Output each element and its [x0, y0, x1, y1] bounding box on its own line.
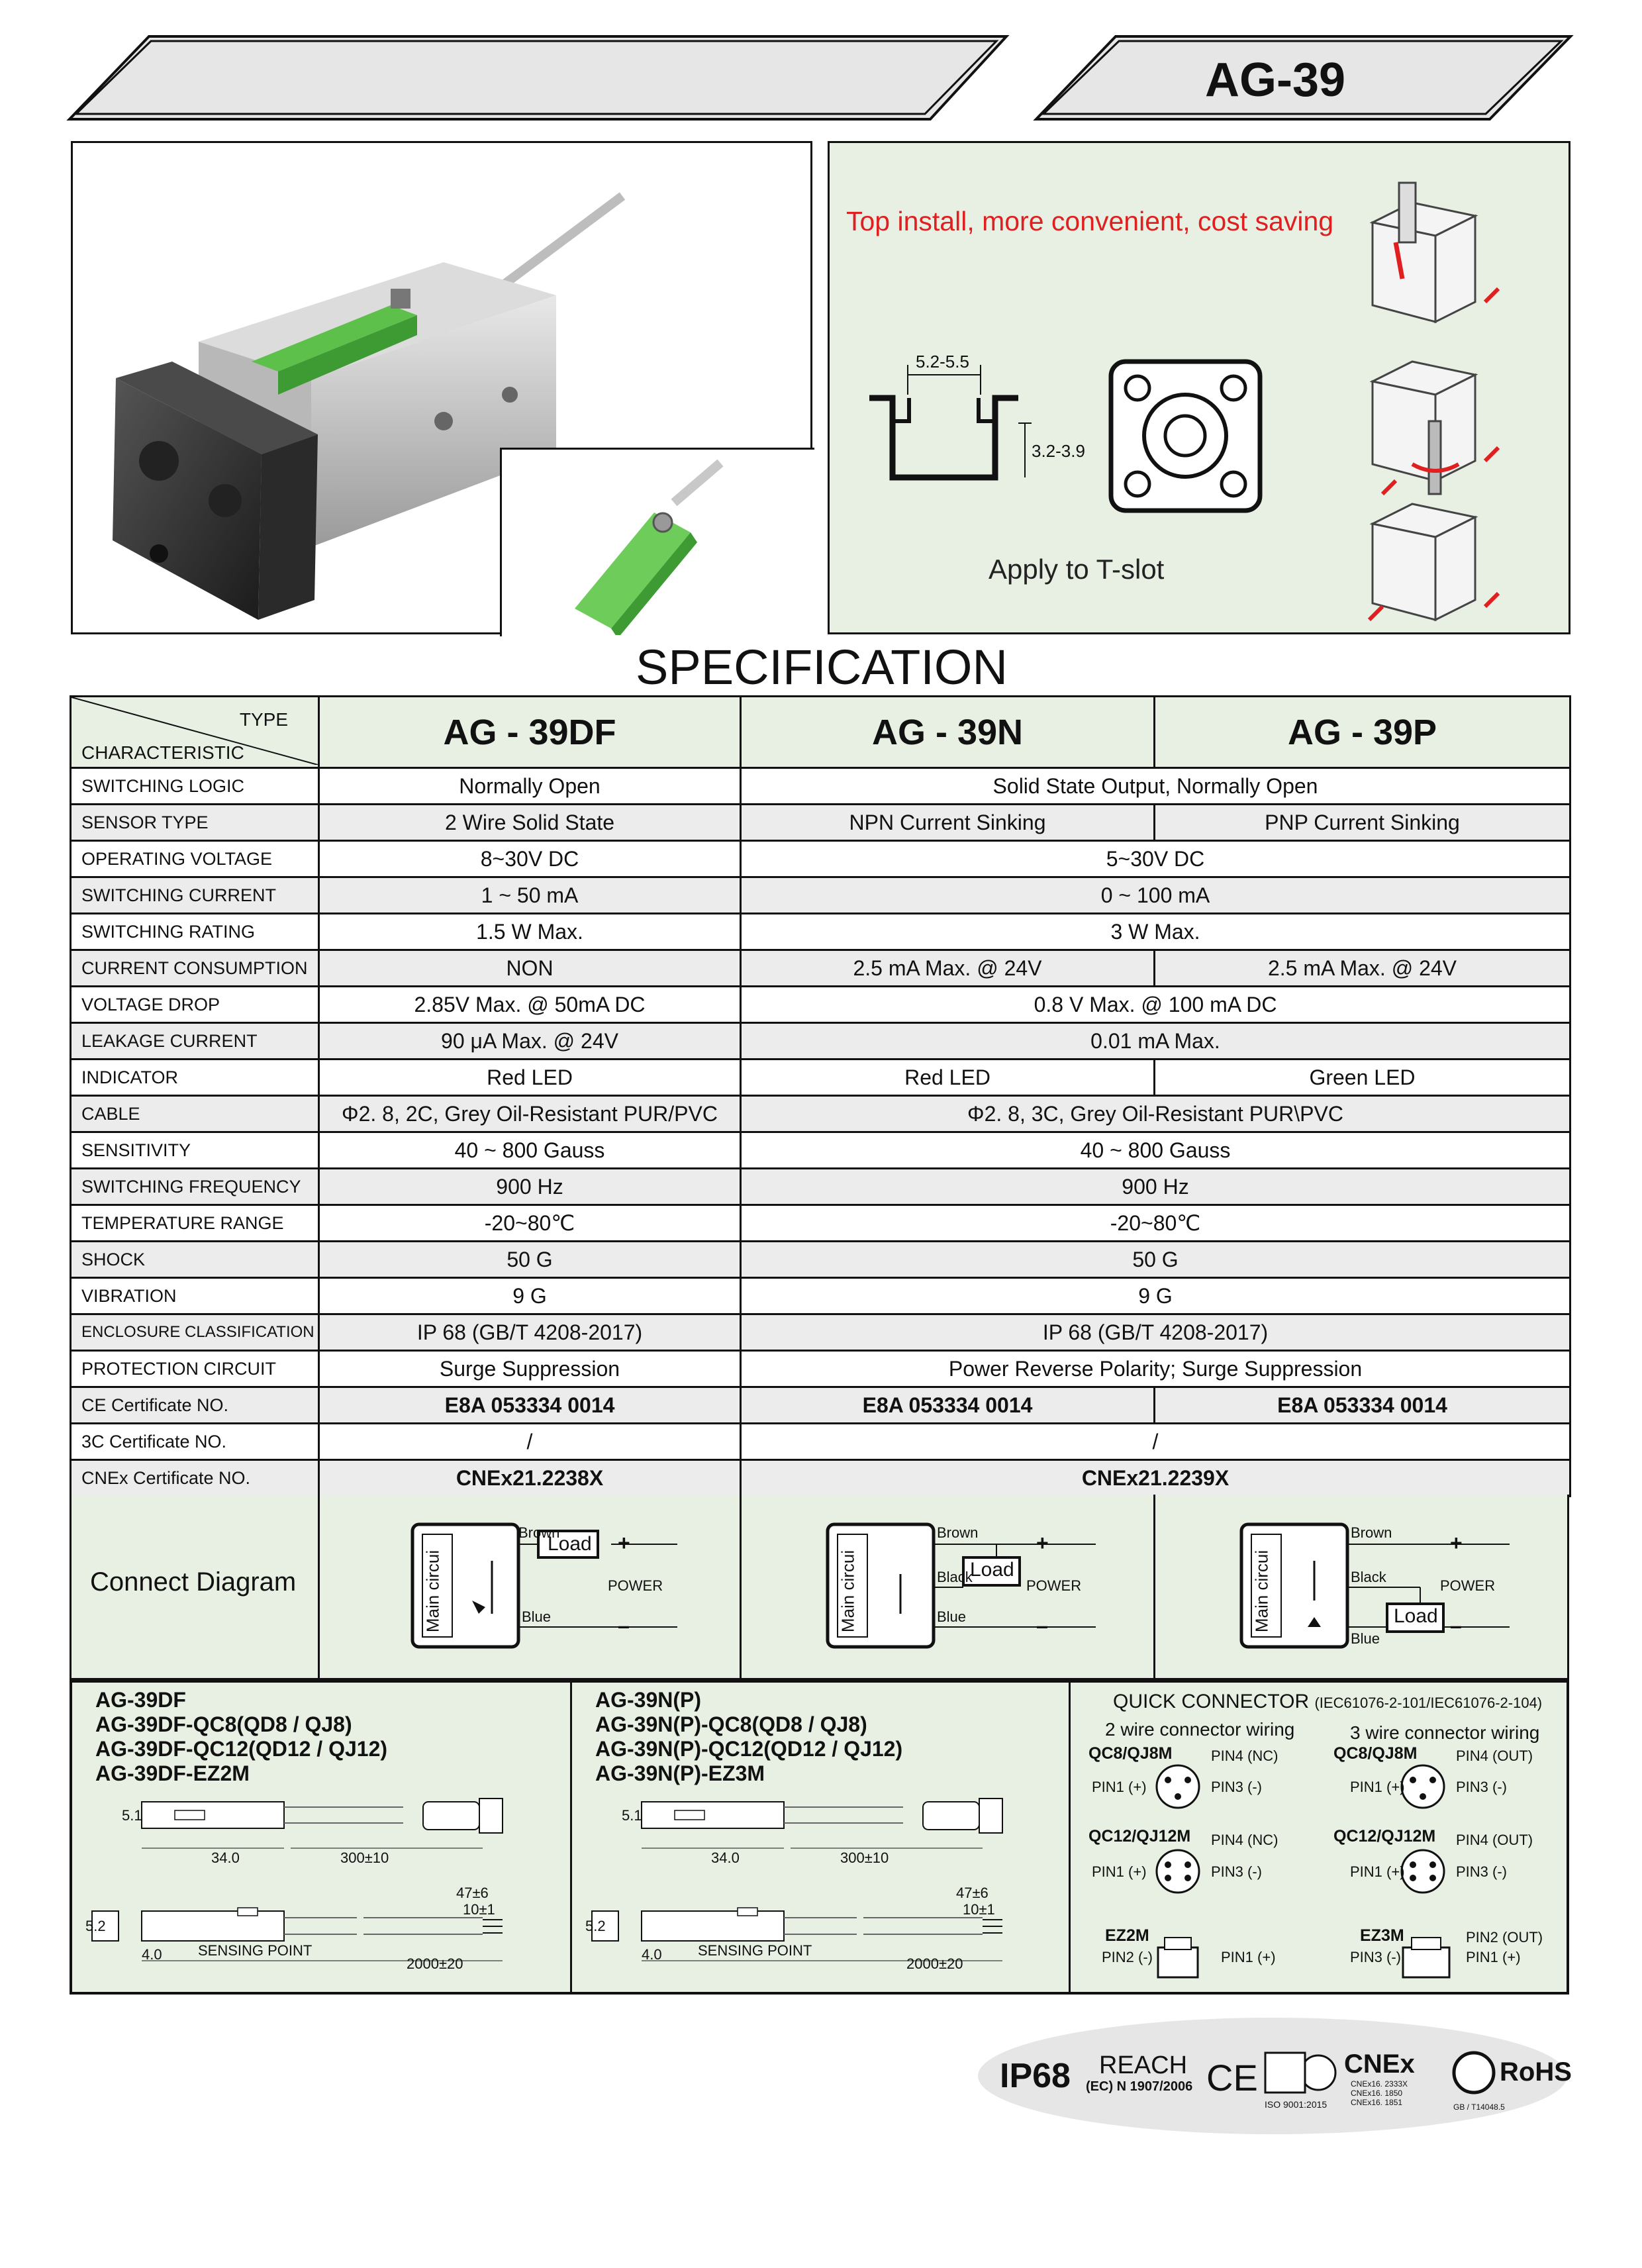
row-label: CE Certificate NO. — [71, 1387, 319, 1424]
cell-df: 8~30V DC — [319, 841, 741, 877]
cell-df: 1.5 W Max. — [319, 914, 741, 950]
connect-diagram-row — [70, 1495, 1569, 1680]
pin1-label: PIN1 (+) — [1350, 1779, 1405, 1795]
cnex-certs — [1351, 2079, 1408, 2107]
model-line: AG-39DF-EZ2M — [95, 1761, 250, 1785]
rohs-logo: RoHS — [1500, 2057, 1572, 2087]
cell-np: IP 68 (GB/T 4208-2017) — [741, 1314, 1570, 1351]
cell-df: Surge Suppression — [319, 1351, 741, 1387]
cell-p: 2.5 mA Max. @ 24V — [1155, 950, 1570, 987]
characteristic-label: CHARACTERISTIC — [81, 742, 244, 763]
cell-df: 50 G — [319, 1242, 741, 1278]
dim-length-body: 34.0 — [211, 1849, 240, 1866]
row-label: INDICATOR — [71, 1060, 319, 1096]
main-circuit-box — [413, 1542, 453, 1641]
cell-df: Normally Open — [319, 768, 741, 805]
row-label: SWITCHING CURRENT — [71, 877, 319, 914]
sensing-point-label: SENSING POINT — [198, 1942, 313, 1959]
cell-np: 0.01 mA Max. — [741, 1023, 1570, 1060]
dim-height: 5.1 — [622, 1807, 642, 1824]
quick-connector-label: QUICK CONNECTOR — [1113, 1691, 1310, 1712]
power-label: POWER — [608, 1577, 663, 1594]
qc8-label-2w: QC8/QJ8M — [1088, 1744, 1173, 1763]
main-circuit-box — [1242, 1542, 1282, 1641]
cell-np: 0.8 V Max. @ 100 mA DC — [741, 987, 1570, 1023]
blue-wire-label: Blue — [937, 1608, 967, 1625]
pin4-nc-label: PIN4 (NC) — [1211, 1832, 1279, 1848]
product-photo-panel — [71, 141, 812, 634]
model-line: AG-39DF-QC12(QD12 / QJ12) — [95, 1737, 388, 1761]
tslot-panel — [828, 141, 1570, 634]
qc12-label-3w: QC12/QJ12M — [1333, 1827, 1436, 1846]
cell-df: CNEx21.2238X — [319, 1460, 741, 1497]
cell-np: 9 G — [741, 1278, 1570, 1314]
spec-table — [70, 695, 1571, 1497]
cnex-cert-line: CNEx16. 2333X — [1351, 2079, 1408, 2089]
dim-length-cable: 300±10 — [840, 1849, 889, 1866]
model-header-n: AG - 39N — [741, 697, 1155, 768]
main-circuit-label: Main circui — [422, 1550, 443, 1633]
cell-df: E8A 053334 0014 — [319, 1387, 741, 1424]
minus-terminal: – — [1450, 1614, 1462, 1638]
pin1-label: PIN1 (+) — [1221, 1949, 1276, 1965]
pin1-label: PIN1 (+) — [1350, 1863, 1405, 1880]
cell-n: Red LED — [741, 1060, 1155, 1096]
row-label: CNEx Certificate NO. — [71, 1460, 319, 1497]
pin4-out-label: PIN4 (OUT) — [1456, 1832, 1533, 1848]
row-label: ENCLOSURE CLASSIFICATION — [71, 1314, 319, 1351]
cell-np: 40 ~ 800 Gauss — [741, 1132, 1570, 1169]
cnex-cert-line: CNEx16. 1851 — [1351, 2098, 1403, 2107]
iso-label: ISO 9001:2015 — [1265, 2099, 1328, 2110]
row-label: SENSOR TYPE — [71, 805, 319, 841]
dim-sensing-offset: 4.0 — [642, 1946, 662, 1963]
row-label: SWITCHING FREQUENCY — [71, 1169, 319, 1205]
cell-df: Red LED — [319, 1060, 741, 1096]
ccc-standard: GB / T14048.5 — [1453, 2102, 1505, 2112]
dim-strip: 47±6 — [956, 1885, 989, 1901]
cnex-logo: CNEx — [1344, 2049, 1415, 2079]
pin4-nc-label: PIN4 (NC) — [1211, 1748, 1279, 1764]
sensing-point-label: SENSING POINT — [698, 1942, 812, 1959]
cell-np: Φ2. 8, 3C, Grey Oil-Resistant PUR\PVC — [741, 1096, 1570, 1132]
tagline: Top install, more convenient, cost saving — [846, 206, 1334, 236]
three-wire-label: 3 wire connector wiring — [1350, 1722, 1540, 1743]
cell-df: NON — [319, 950, 741, 987]
brown-wire-label: Brown — [518, 1524, 560, 1541]
dim-length-cable: 300±10 — [340, 1849, 389, 1866]
plus-terminal: + — [1036, 1531, 1049, 1555]
ce-mark: CE — [1206, 2057, 1258, 2098]
row-label: 3C Certificate NO. — [71, 1424, 319, 1460]
model-line: AG-39DF-QC8(QD8 / QJ8) — [95, 1712, 352, 1736]
connect-diagram-n — [742, 1495, 1155, 1678]
connect-diagram-p — [1155, 1495, 1571, 1678]
cell-df: 2 Wire Solid State — [319, 805, 741, 841]
connect-label-cell — [72, 1495, 320, 1678]
pin3-label: PIN3 (-) — [1211, 1779, 1262, 1795]
row-label: VIBRATION — [71, 1278, 319, 1314]
cell-df: 2.85V Max. @ 50mA DC — [319, 987, 741, 1023]
cell-np: Solid State Output, Normally Open — [741, 768, 1570, 805]
cell-np: 3 W Max. — [741, 914, 1570, 950]
sensor-closeup — [502, 450, 813, 635]
model-line: AG-39N(P) — [595, 1688, 702, 1712]
model-line: AG-39N(P)-QC12(QD12 / QJ12) — [595, 1737, 903, 1761]
cell-n: E8A 053334 0014 — [741, 1387, 1155, 1424]
cell-np: 900 Hz — [741, 1169, 1570, 1205]
row-label: LEAKAGE CURRENT — [71, 1023, 319, 1060]
minus-terminal: – — [618, 1614, 630, 1638]
header-banner — [0, 0, 1642, 132]
quick-connector-standard: (IEC61076-2-101/IEC61076-2-104) — [1314, 1695, 1543, 1711]
reach-logo: REACH — [1099, 2051, 1188, 2079]
cell-df: 90 μA Max. @ 24V — [319, 1023, 741, 1060]
cell-np: / — [741, 1424, 1570, 1460]
model-header-df: AG - 39DF — [319, 697, 741, 768]
dim-length-body: 34.0 — [711, 1849, 740, 1866]
black-wire-label: Black — [1351, 1569, 1386, 1585]
cell-n: 2.5 mA Max. @ 24V — [741, 950, 1155, 987]
pin3-label: PIN3 (-) — [1456, 1779, 1507, 1795]
df-dimension-drawing — [72, 1683, 569, 1991]
dim-strip: 47±6 — [456, 1885, 489, 1901]
cell-df: / — [319, 1424, 741, 1460]
dim-sensing-offset: 4.0 — [142, 1946, 162, 1963]
ez3m-label: EZ3M — [1360, 1926, 1404, 1945]
cell-np: Power Reverse Polarity; Surge Suppression — [741, 1351, 1570, 1387]
pin1-label: PIN1 (+) — [1092, 1863, 1147, 1880]
dim-height-2: 5.2 — [585, 1918, 606, 1934]
cell-np: -20~80℃ — [741, 1205, 1570, 1242]
row-label: CABLE — [71, 1096, 319, 1132]
cell-df: Φ2. 8, 2C, Grey Oil-Resistant PUR/PVC — [319, 1096, 741, 1132]
power-label: POWER — [1440, 1577, 1496, 1594]
connect-diagram-label: Connect Diagram — [90, 1567, 297, 1597]
cell-np: 5~30V DC — [741, 841, 1570, 877]
dim-strip-2: 10±1 — [463, 1901, 495, 1918]
cell-df: 40 ~ 800 Gauss — [319, 1132, 741, 1169]
cell-np: 50 G — [741, 1242, 1570, 1278]
black-wire-label: Black — [937, 1569, 973, 1585]
apply-tslot-text: Apply to T-slot — [989, 554, 1165, 585]
row-label: TEMPERATURE RANGE — [71, 1205, 319, 1242]
model-line: AG-39N(P)-QC8(QD8 / QJ8) — [595, 1712, 867, 1736]
blue-wire-label: Blue — [1351, 1630, 1380, 1647]
load-label: Load — [548, 1533, 592, 1555]
main-circuit-box — [828, 1542, 868, 1641]
dim-cable-length: 2000±20 — [906, 1955, 963, 1972]
cell-n: NPN Current Sinking — [741, 805, 1155, 841]
row-label: SWITCHING LOGIC — [71, 768, 319, 805]
cell-df: 9 G — [319, 1278, 741, 1314]
pin2-out-label: PIN2 (OUT) — [1466, 1929, 1543, 1946]
corner-header — [71, 697, 319, 768]
row-label: SENSITIVITY — [71, 1132, 319, 1169]
pin2-label: PIN2 (-) — [1102, 1949, 1153, 1965]
power-label: POWER — [1026, 1577, 1082, 1594]
type-label: TYPE — [239, 709, 288, 730]
sensor-inset — [500, 448, 814, 636]
two-wire-label: 2 wire connector wiring — [1105, 1719, 1295, 1740]
pin1-label: PIN1 (+) — [1092, 1779, 1147, 1795]
brown-wire-label: Brown — [937, 1524, 979, 1541]
dim-height: 5.1 — [122, 1807, 142, 1824]
cell-p: Green LED — [1155, 1060, 1570, 1096]
cnex-cert-line: CNEx16. 1850 — [1351, 2089, 1403, 2098]
cell-p: PNP Current Sinking — [1155, 805, 1570, 841]
row-label: SWITCHING RATING — [71, 914, 319, 950]
row-label: PROTECTION CIRCUIT — [71, 1351, 319, 1387]
spec-title: SPECIFICATION — [636, 640, 1008, 695]
cell-np: CNEx21.2239X — [741, 1460, 1570, 1497]
row-label: VOLTAGE DROP — [71, 987, 319, 1023]
width-dimension: 5.2-5.5 — [916, 352, 969, 371]
dimensions-section — [70, 1680, 1569, 1995]
ez2m-label: EZ2M — [1105, 1926, 1149, 1945]
pin4-out-label: PIN4 (OUT) — [1456, 1748, 1533, 1764]
qc8-label-3w: QC8/QJ8M — [1333, 1744, 1418, 1763]
cell-df: -20~80℃ — [319, 1205, 741, 1242]
load-label: Load — [1394, 1605, 1438, 1627]
cell-df: 900 Hz — [319, 1169, 741, 1205]
cell-df: IP 68 (GB/T 4208-2017) — [319, 1314, 741, 1351]
dim-strip-2: 10±1 — [963, 1901, 995, 1918]
blue-wire-label: Blue — [522, 1608, 552, 1625]
model-code: AG-39 — [1205, 54, 1346, 107]
model-header-p: AG - 39P — [1155, 697, 1570, 768]
dim-cable-length: 2000±20 — [407, 1955, 463, 1972]
cell-p: E8A 053334 0014 — [1155, 1387, 1570, 1424]
model-line: AG-39DF — [95, 1688, 186, 1712]
pin3-label: PIN3 (-) — [1456, 1863, 1507, 1880]
depth-dimension: 3.2-3.9 — [1032, 441, 1085, 461]
certification-logos — [977, 2016, 1572, 2136]
connect-diagram-df — [320, 1495, 742, 1678]
qc12-label-2w: QC12/QJ12M — [1088, 1827, 1191, 1846]
ip68-logo: IP68 — [1000, 2057, 1071, 2095]
plus-terminal: + — [1450, 1531, 1463, 1555]
cell-df: 1 ~ 50 mA — [319, 877, 741, 914]
np-dimension-drawing — [572, 1683, 1069, 1991]
model-line: AG-39N(P)-EZ3M — [595, 1761, 765, 1785]
pin3-label: PIN3 (-) — [1350, 1949, 1401, 1965]
plus-terminal: + — [618, 1531, 630, 1555]
dim-height-2: 5.2 — [85, 1918, 106, 1934]
main-circuit-label: Main circui — [838, 1550, 858, 1633]
main-circuit-label: Main circui — [1251, 1550, 1272, 1633]
brown-wire-label: Brown — [1351, 1524, 1392, 1541]
minus-terminal: – — [1036, 1614, 1048, 1638]
tslot-drawings — [830, 143, 1569, 633]
reach-regulation: (EC) N 1907/2006 — [1086, 2079, 1193, 2094]
pin1-label: PIN1 (+) — [1466, 1949, 1521, 1965]
row-label: CURRENT CONSUMPTION — [71, 950, 319, 987]
load-label: Load — [970, 1559, 1014, 1581]
cell-np: 0 ~ 100 mA — [741, 877, 1570, 914]
row-label: OPERATING VOLTAGE — [71, 841, 319, 877]
pin3-label: PIN3 (-) — [1211, 1863, 1262, 1880]
wiring-df — [320, 1495, 737, 1677]
row-label: SHOCK — [71, 1242, 319, 1278]
